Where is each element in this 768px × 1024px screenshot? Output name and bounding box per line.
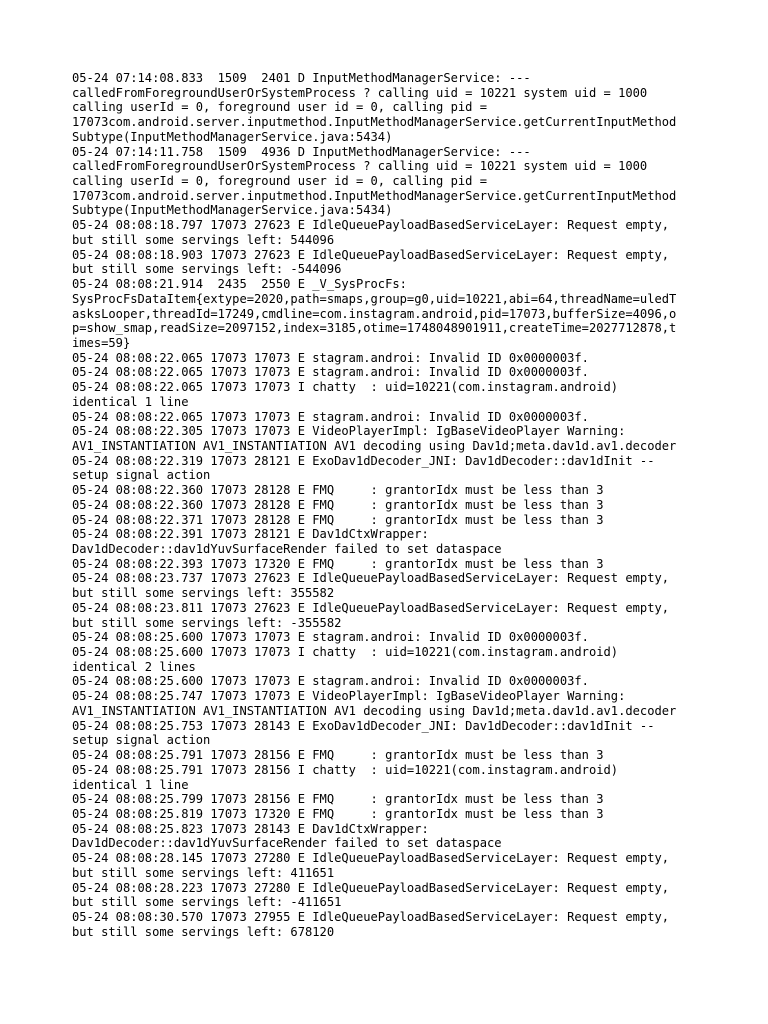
log-line: 05-24 08:08:22.391 17073 28121 E Dav1dCtxWrapper: — [72, 527, 429, 542]
log-line: 05-24 08:08:21.914 2435 2550 E _V_SysProcFs: — [72, 277, 407, 292]
log-line: imes=59} — [72, 335, 131, 350]
log-line: 05-24 08:08:22.065 17073 17073 E stagram.androi: Invalid ID 0x0000003f. — [72, 350, 589, 365]
log-line: 05-24 08:08:30.570 17073 27955 E IdleQueuePayloadBasedServiceLayer: Request empty, — [72, 909, 670, 924]
log-line: 05-24 07:14:08.833 1509 2401 D InputMethodManagerService: --- — [72, 71, 531, 85]
log-line: but still some servings left: 678120 — [72, 924, 335, 939]
log-line: but still some servings left: 355582 — [72, 586, 335, 601]
log-line: AV1_INSTANTIATION AV1_INSTANTIATION AV1 decoding using Dav1d;meta.dav1d.av1.decoder — [72, 438, 677, 453]
log-line: 05-24 08:08:18.797 17073 27623 E IdleQueuePayloadBasedServiceLayer: Request empty, — [72, 218, 670, 233]
log-line: 05-24 08:08:25.799 17073 28156 E FMQ : grantorIdx must be less than 3 — [72, 792, 604, 807]
log-line: 05-24 08:08:25.747 17073 17073 E VideoPlayerImpl: IgBaseVideoPlayer Warning: — [72, 689, 626, 704]
log-line: 05-24 08:08:22.065 17073 17073 E stagram.androi: Invalid ID 0x0000003f. — [72, 365, 589, 380]
log-line: 05-24 08:08:23.811 17073 27623 E IdleQueuePayloadBasedServiceLayer: Request empty, — [72, 600, 670, 615]
log-line: identical 1 line — [72, 777, 189, 792]
log-line: but still some servings left: -355582 — [72, 615, 342, 630]
log-line: 05-24 08:08:25.600 17073 17073 E stagram.androi: Invalid ID 0x0000003f. — [72, 674, 589, 689]
log-line: 17073com.android.server.inputmethod.InputMethodManagerService.getCurrentInputMethod — [72, 188, 677, 203]
log-line: calling userId = 0, foreground user id = 0, calling pid = — [72, 100, 488, 115]
log-line: 05-24 08:08:25.791 17073 28156 I chatty : uid=10221(com.instagram.android) — [72, 762, 619, 777]
log-line: calledFromForegroundUserOrSystemProcess ? calling uid = 10221 system uid = 1000 — [72, 159, 648, 174]
log-line: calling userId = 0, foreground user id = 0, calling pid = — [72, 174, 488, 189]
log-line: Dav1dDecoder::dav1dYuvSurfaceRender failed to set dataspace — [72, 542, 502, 556]
log-line: 05-24 08:08:25.753 17073 28143 E ExoDav1dDecoder_JNI: Dav1dDecoder::dav1dInit -- — [72, 718, 655, 733]
log-line: 05-24 08:08:18.903 17073 27623 E IdleQueuePayloadBasedServiceLayer: Request empty, — [72, 247, 670, 262]
log-line: 05-24 07:14:11.758 1509 4936 D InputMethodManagerService: --- — [72, 144, 531, 159]
log-line: asksLooper,threadId=17249,cmdline=com.instagram.android,pid=17073,bufferSize=4096,o — [72, 306, 677, 321]
log-line: 05-24 08:08:25.823 17073 28143 E Dav1dCtxWrapper: — [72, 821, 429, 836]
log-line: calledFromForegroundUserOrSystemProcess ? calling uid = 10221 system uid = 1000 — [72, 85, 648, 100]
log-line: 05-24 08:08:22.371 17073 28128 E FMQ : grantorIdx must be less than 3 — [72, 512, 604, 527]
log-line: AV1_INSTANTIATION AV1_INSTANTIATION AV1 decoding using Dav1d;meta.dav1d.av1.decoder — [72, 703, 677, 718]
log-line: setup signal action — [72, 468, 211, 483]
log-line: Dav1dDecoder::dav1dYuvSurfaceRender failed to set dataspace — [72, 836, 502, 851]
log-line: SysProcFsDataItem{extype=2020,path=smaps,group=g0,uid=10221,abi=64,threadName=uledT — [72, 291, 677, 306]
log-line: but still some servings left: 411651 — [72, 865, 335, 880]
log-line: 05-24 08:08:22.305 17073 17073 E VideoPlayerImpl: IgBaseVideoPlayer Warning: — [72, 424, 626, 439]
log-line: 05-24 08:08:22.360 17073 28128 E FMQ : grantorIdx must be less than 3 — [72, 497, 604, 512]
log-line: 05-24 08:08:22.360 17073 28128 E FMQ : grantorIdx must be less than 3 — [72, 483, 604, 498]
log-line: 05-24 08:08:25.819 17073 17320 E FMQ : grantorIdx must be less than 3 — [72, 806, 604, 821]
log-line: 05-24 08:08:25.600 17073 17073 E stagram.androi: Invalid ID 0x0000003f. — [72, 630, 589, 645]
log-line: 05-24 08:08:25.791 17073 28156 E FMQ : grantorIdx must be less than 3 — [72, 748, 604, 763]
log-line: 05-24 08:08:22.065 17073 17073 I chatty : uid=10221(com.instagram.android) — [72, 380, 619, 395]
log-text-block — [72, 71, 702, 939]
log-line: but still some servings left: -544096 — [72, 262, 342, 277]
log-line: 05-24 08:08:23.737 17073 27623 E IdleQueuePayloadBasedServiceLayer: Request empty, — [72, 571, 670, 586]
log-line: 17073com.android.server.inputmethod.InputMethodManagerService.getCurrentInputMethod — [72, 115, 677, 130]
log-line: 05-24 08:08:22.065 17073 17073 E stagram.androi: Invalid ID 0x0000003f. — [72, 409, 589, 424]
log-line: Subtype(InputMethodManagerService.java:5434) — [72, 129, 393, 144]
log-line: 05-24 08:08:25.600 17073 17073 I chatty : uid=10221(com.instagram.android) — [72, 645, 619, 660]
log-line: identical 1 line — [72, 394, 189, 409]
log-line: identical 2 lines — [72, 659, 196, 674]
log-line: but still some servings left: -411651 — [72, 895, 342, 910]
log-line: 05-24 08:08:22.319 17073 28121 E ExoDav1dDecoder_JNI: Dav1dDecoder::dav1dInit -- — [72, 453, 655, 468]
log-line: setup signal action — [72, 733, 211, 748]
log-line: 05-24 08:08:22.393 17073 17320 E FMQ : grantorIdx must be less than 3 — [72, 556, 604, 571]
log-line: but still some servings left: 544096 — [72, 232, 335, 247]
log-line: p=show_smap,readSize=2097152,index=3185,otime=1748048901911,createTime=2027712878,t — [72, 321, 677, 336]
log-line: Subtype(InputMethodManagerService.java:5434) — [72, 203, 393, 218]
log-line: 05-24 08:08:28.223 17073 27280 E IdleQueuePayloadBasedServiceLayer: Request empty, — [72, 880, 670, 895]
log-line: 05-24 08:08:28.145 17073 27280 E IdleQueuePayloadBasedServiceLayer: Request empty, — [72, 851, 670, 866]
